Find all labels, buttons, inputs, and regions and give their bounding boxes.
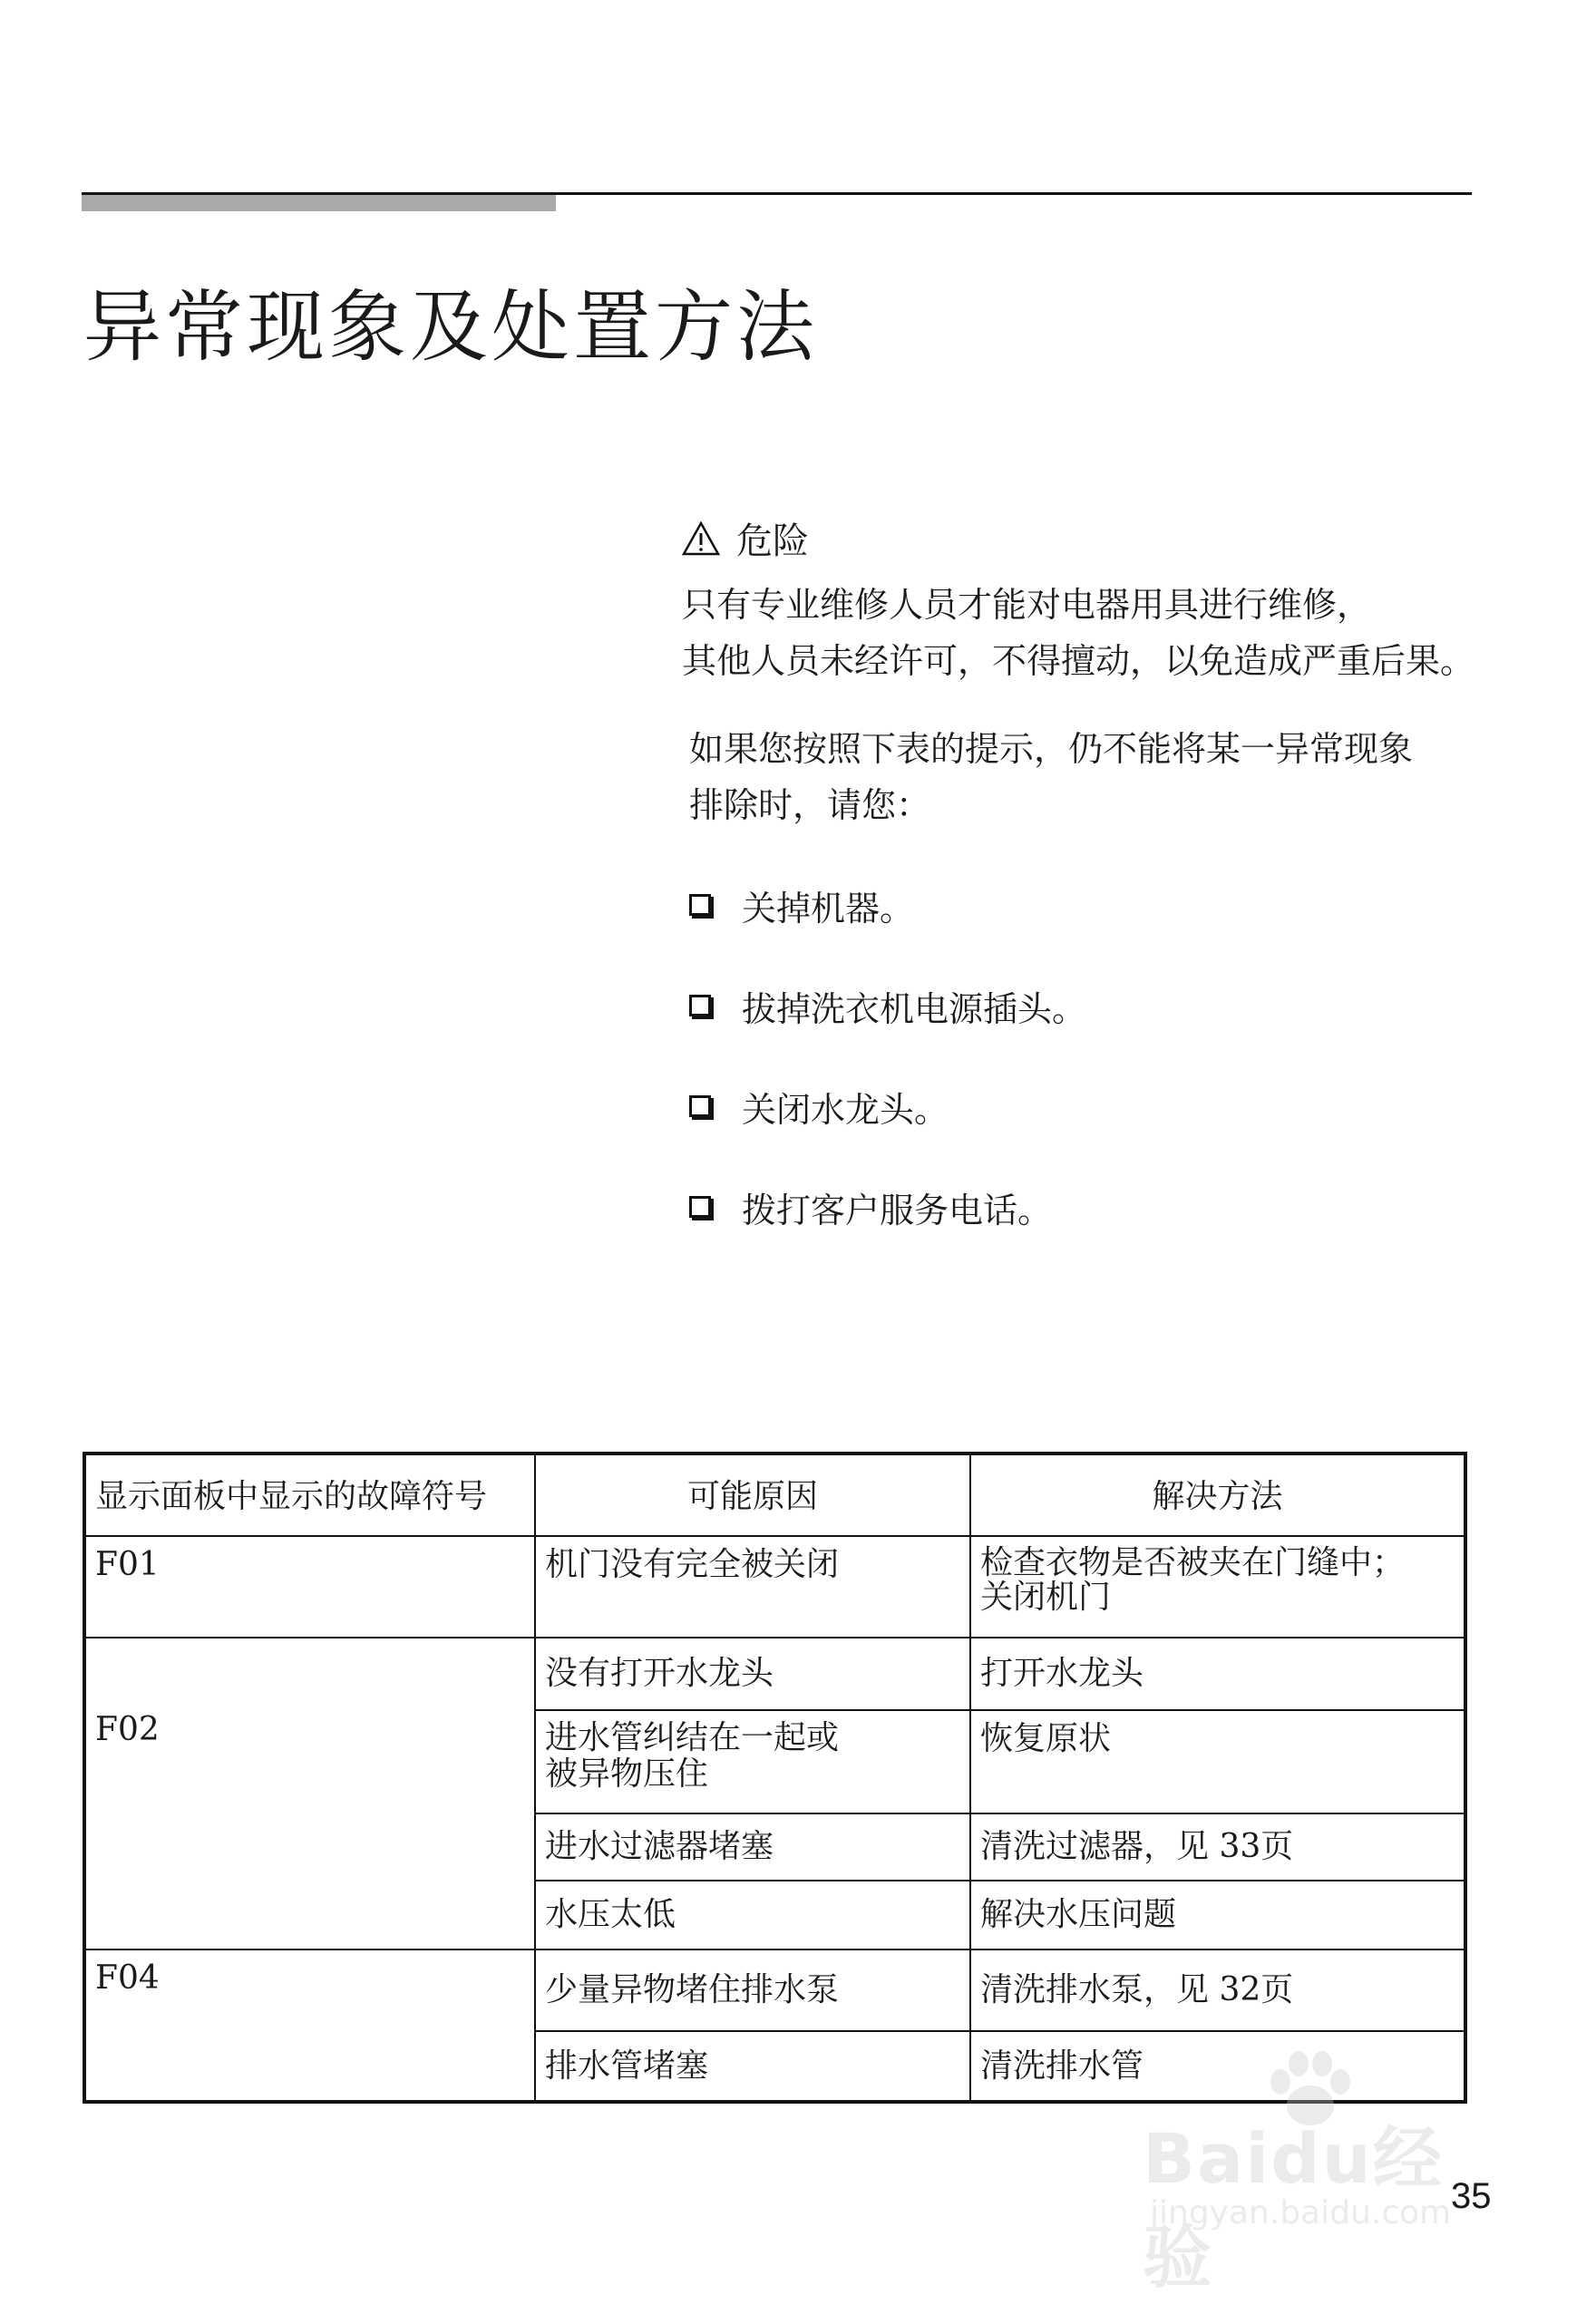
fault-code-cell <box>84 1638 535 1949</box>
cause-cell: 排水管堵塞 <box>535 2031 970 2102</box>
step-item <box>689 978 1086 1033</box>
table-row <box>84 1949 1465 2031</box>
intro-line: 排除时，请您： <box>689 785 931 825</box>
solution-line: 关闭机门 <box>980 1579 1112 1616</box>
solution-cell <box>970 1536 1465 1638</box>
fault-table <box>83 1452 1467 2104</box>
danger-line: 只有专业维修人员才能对电器用具进行维修， <box>682 585 1372 625</box>
steps-list <box>689 878 1086 1280</box>
header-cell-solution: 解决方法 <box>970 1454 1465 1536</box>
solution-cell: 清洗排水管 <box>970 2031 1465 2102</box>
danger-label: 危险 <box>736 520 809 562</box>
step-label: 关掉机器。 <box>742 888 915 929</box>
cause-cell: 进水过滤器堵塞 <box>535 1813 970 1881</box>
warning-triangle-icon <box>682 521 720 556</box>
intro-line: 如果您按照下表的提示，仍不能将某一异常现象 <box>689 729 1414 769</box>
solution-line: 检查衣物是否被夹在门缝中； <box>980 1544 1406 1581</box>
table-row <box>84 1536 1465 1638</box>
watermark-url: jingyan.baidu.com <box>1150 2194 1452 2231</box>
solution-cell: 清洗排水泵，见 32页 <box>970 1949 1465 2031</box>
cause-cell: 水压太低 <box>535 1881 970 1949</box>
cause-line: 进水管纠结在一起或 <box>545 1719 840 1756</box>
step-label: 关闭水龙头。 <box>742 1089 949 1130</box>
solution-cell: 清洗过滤器，见 33页 <box>970 1813 1465 1881</box>
danger-line: 其他人员未经许可，不得擅动，以免造成严重后果。 <box>682 641 1475 681</box>
cause-cell: 少量异物堵住排水泵 <box>535 1949 970 2031</box>
fault-code-cell <box>84 1949 535 2102</box>
page-number: 35 <box>1451 2176 1492 2216</box>
fault-code-cell: F01 <box>84 1536 535 1638</box>
intro-text <box>689 721 1413 833</box>
solution-cell: 打开水龙头 <box>970 1638 1465 1710</box>
cause-cell: 没有打开水龙头 <box>535 1638 970 1710</box>
header-rule-black <box>82 192 1472 195</box>
cause-cell <box>535 1710 970 1813</box>
danger-text <box>682 577 1474 689</box>
cause-line: 被异物压住 <box>545 1755 709 1793</box>
header-cell-code: 显示面板中显示的故障符号 <box>84 1454 535 1536</box>
watermark-brand: Baidu经验 <box>1143 2118 1444 2298</box>
header-cell-cause: 可能原因 <box>535 1454 970 1536</box>
cause-cell: 机门没有完全被关闭 <box>535 1536 970 1638</box>
checkbox-square-icon <box>689 995 711 1016</box>
step-item <box>689 1180 1086 1234</box>
step-item <box>689 1079 1086 1133</box>
table-row <box>84 1638 1465 1710</box>
page-title: 异常现象及处置方法 <box>83 282 818 373</box>
solution-cell: 解决水压问题 <box>970 1881 1465 1949</box>
fault-code: F02 <box>95 1711 160 1748</box>
step-label: 拔掉洗衣机电源插头。 <box>742 988 1087 1029</box>
checkbox-square-icon <box>689 1095 711 1117</box>
header-rule-gray <box>82 193 556 211</box>
danger-heading <box>682 512 809 564</box>
checkbox-square-icon <box>689 1196 711 1218</box>
step-item <box>689 878 1086 932</box>
solution-cell: 恢复原状 <box>970 1710 1465 1813</box>
step-label: 拨打客户服务电话。 <box>742 1190 1053 1230</box>
checkbox-square-icon <box>689 894 711 916</box>
fault-code: F04 <box>95 1959 160 1997</box>
table-header-row <box>84 1454 1465 1536</box>
baidu-watermark <box>1124 2049 1505 2298</box>
